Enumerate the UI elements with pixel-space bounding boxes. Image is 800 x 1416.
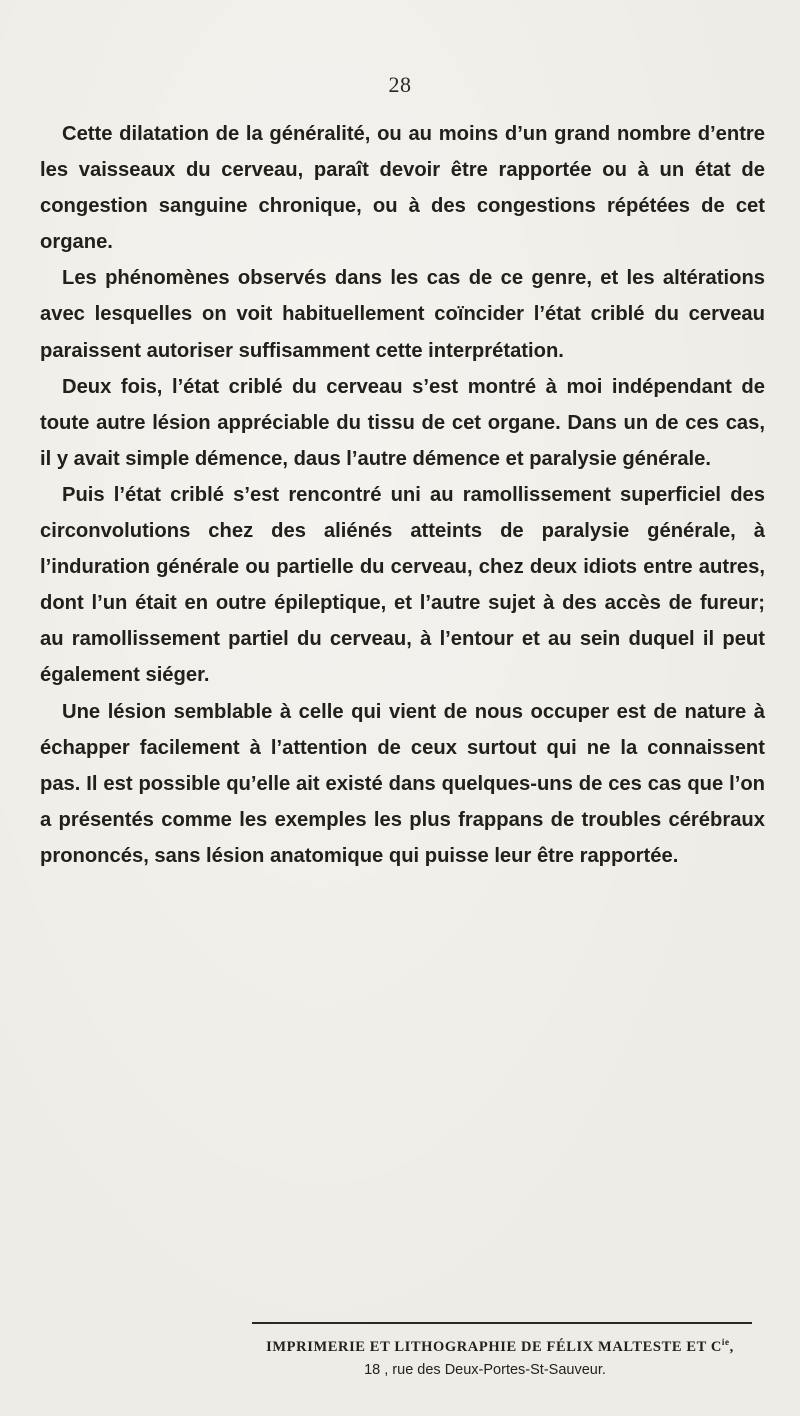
page-number: 28	[388, 72, 412, 97]
paragraph-1: Cette dilatation de la généralité, ou au moins d’un grand nombre d’entre les vaisseaux du cerveau, paraît devoir être rapportée ou à un état de congestion sanguine chronique, ou à des congestions répétées de cet organe.	[40, 123, 765, 254]
printer-name-text: IMPRIMERIE ET LITHOGRAPHIE DE FÉLIX MALTESTE ET C	[266, 1338, 722, 1355]
printer-name-comma: ,	[729, 1338, 734, 1355]
body-text	[40, 116, 765, 874]
paragraph-3: Deux fois, l’état criblé du cerveau s’est montré à moi indépendant de toute autre lésion appréciable du tissu de cet organe. Dans un de ces cas, il y avait simple démence, daus l’autre démence et paralysie générale.	[40, 375, 765, 470]
printer-name-suffix: ie	[721, 1337, 730, 1347]
paragraph-4: Puis l’état criblé s’est rencontré uni au ramollissement superficiel des circonvolutions chez des aliénés atteints de paralysie générale, à l’induration générale ou partielle du cerveau, chez deux idiots entre autres, dont l’un était en outre épileptique, et l’autre sujet à des accès de fureur; au ramollissement partiel du cerveau, à l’entour et au sein duquel il peut également siéger.	[40, 483, 765, 687]
printer-name	[240, 1337, 760, 1356]
printer-address: 18 , rue des Deux-Portes-St-Sauveur.	[364, 1361, 606, 1378]
imprint-rule	[252, 1322, 752, 1324]
paragraph-2: Les phénomènes observés dans les cas de ce genre, et les altérations avec lesquelles on voit habituellement coïncider l’état criblé du cerveau paraissent autoriser suffisamment cette interprétation.	[40, 267, 765, 362]
paragraph-5: Une lésion semblable à celle qui vient de nous occuper est de nature à échapper facilement à l’attention de ceux surtout qui ne la connaissent pas. Il est possible qu’elle ait existé dans quelques-uns de ces cas que l’on a présentés comme les exemples les plus frappans de troubles cérébraux prononcés, sans lésion anatomique qui puisse leur être rapportée.	[40, 700, 765, 867]
printer-imprint	[240, 1322, 760, 1378]
